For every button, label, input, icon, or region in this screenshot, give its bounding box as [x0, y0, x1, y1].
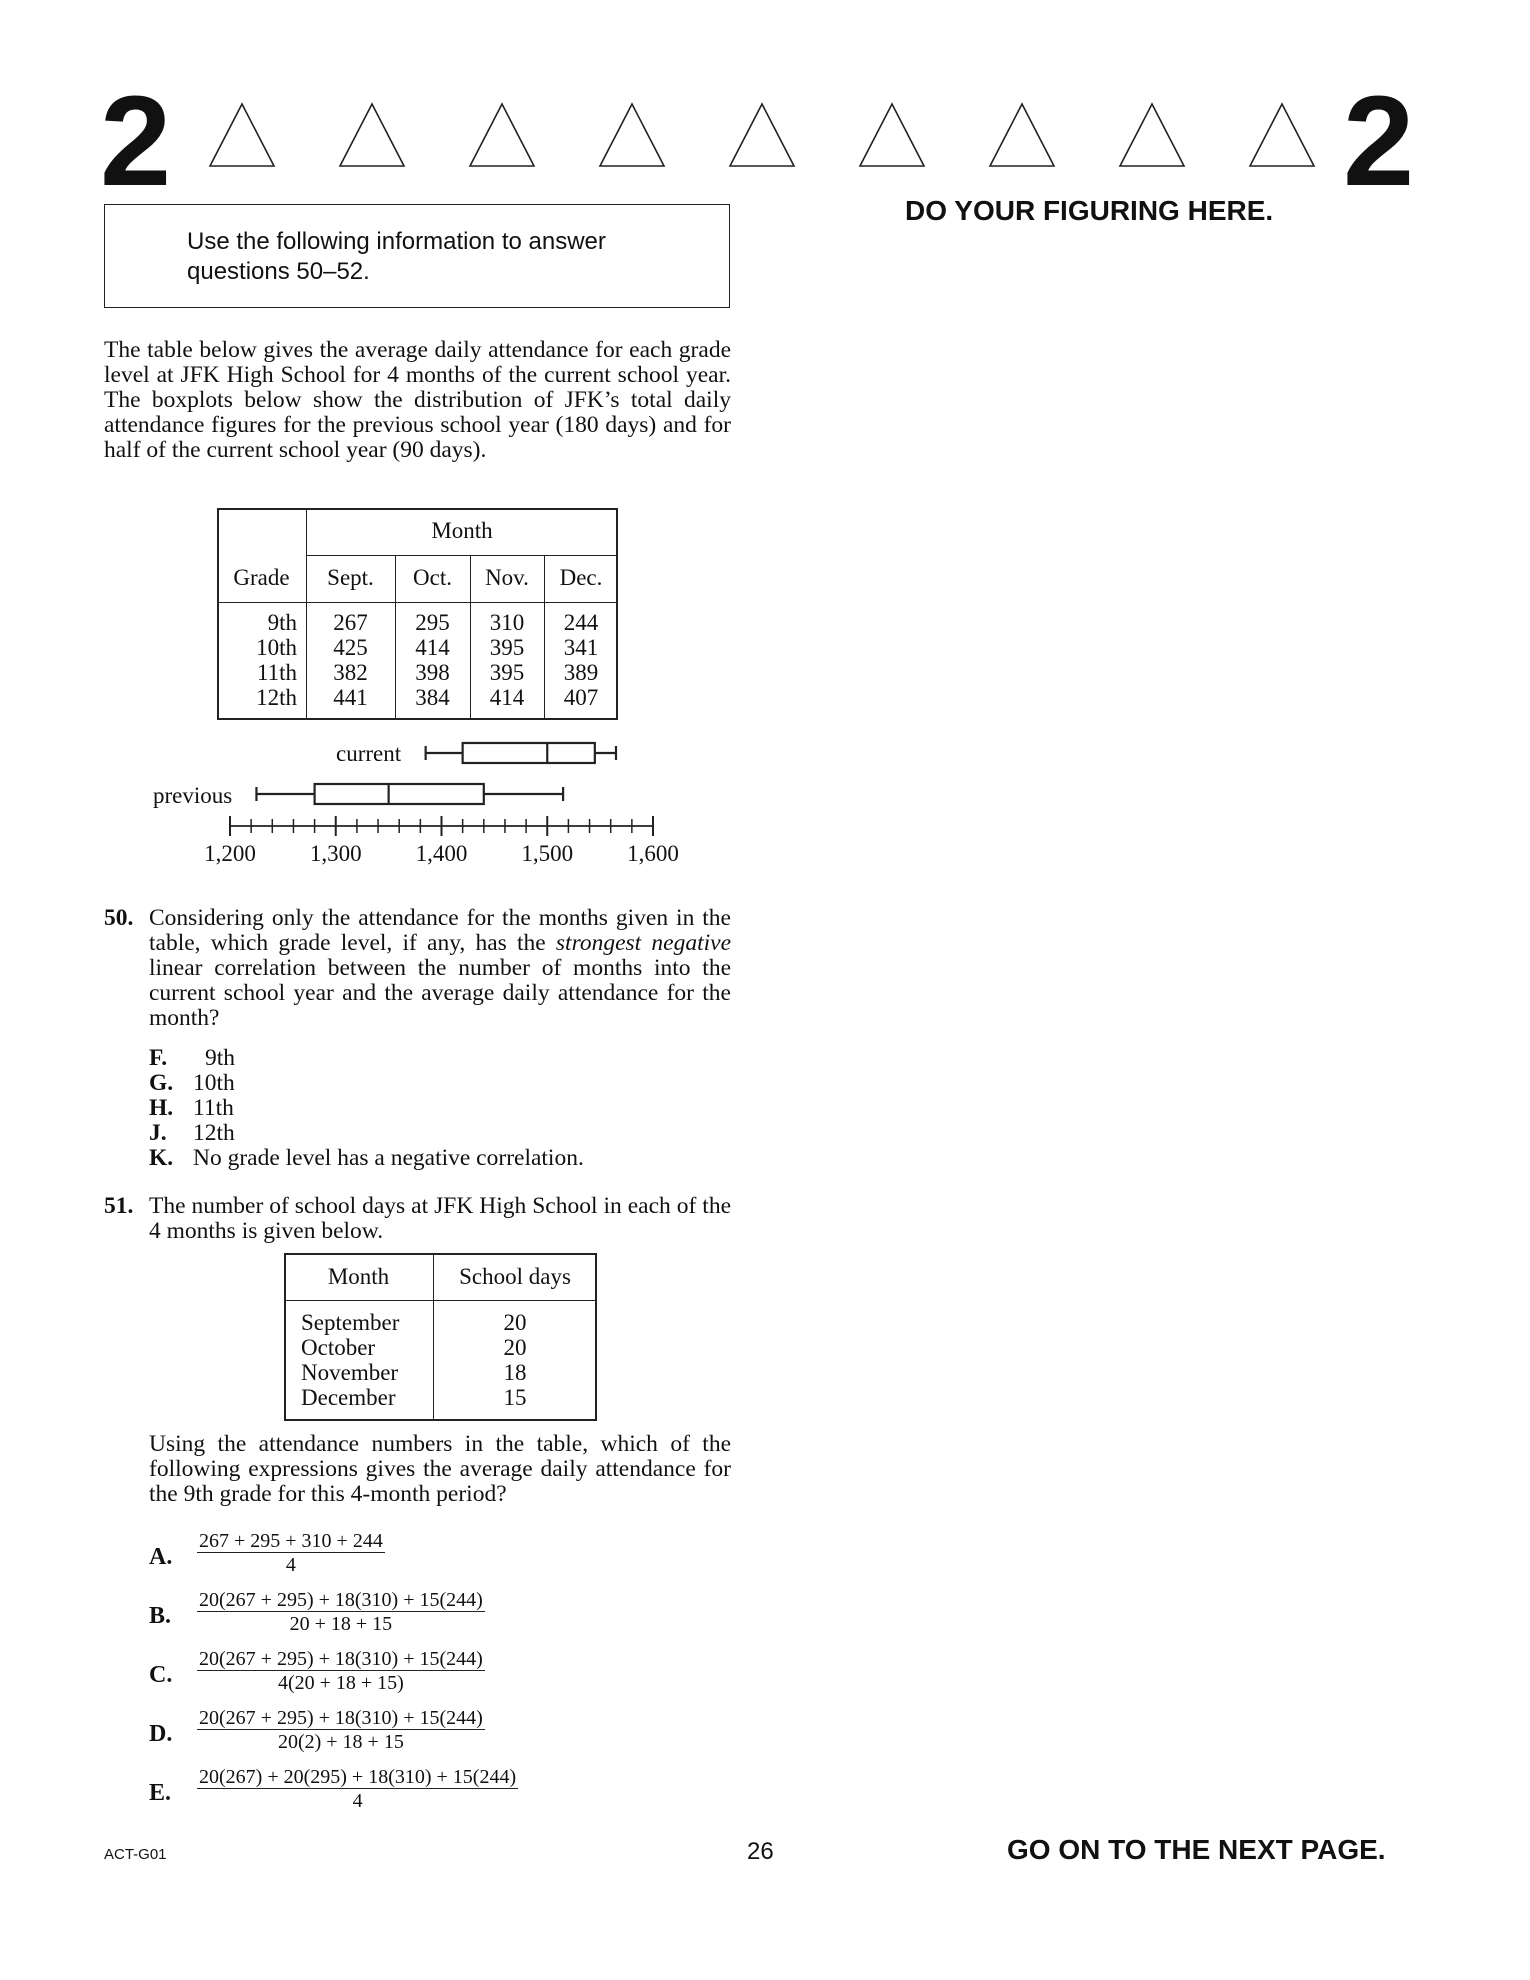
fraction-denominator: 4: [285, 1554, 296, 1576]
option-letter: G.: [149, 1070, 174, 1096]
fraction-numerator: 20(267 + 295) + 18(310) + 15(244): [199, 1589, 483, 1611]
axis-tick-label: 1,600: [627, 841, 679, 866]
fraction-numerator: 20(267) + 20(295) + 18(310) + 15(244): [199, 1766, 517, 1788]
intro-paragraph: The table below gives the average daily attendance for each grade level at JFK High School for 4 months of the current school year. The boxplots below show the distribution of JFK’s total daily attendance figures for the previous school year (180 days) and for half of the current school year (90 days).: [104, 337, 731, 463]
section-number-left: 2: [100, 70, 172, 213]
option-fraction: [197, 1766, 518, 1813]
grade-column: [217, 610, 297, 710]
axis-tick-label: 1,200: [204, 841, 256, 866]
answer-option-e[interactable]: [149, 1766, 709, 1822]
option-letter: B.: [149, 1603, 172, 1629]
attendance-table: [217, 508, 618, 720]
option-text: 11th: [193, 1095, 234, 1121]
grade-label: 9th: [267, 610, 297, 635]
triangle-icon: [860, 104, 924, 166]
question-51: [104, 1193, 731, 1244]
answer-option-b[interactable]: [149, 1589, 709, 1645]
option-letter: D.: [149, 1721, 173, 1747]
answer-option-d[interactable]: [149, 1707, 709, 1763]
axis-tick-label: 1,400: [415, 841, 468, 866]
table-cell: 407: [563, 685, 599, 710]
question-text: The number of school days at JFK High School in each of the 4 months is given below.: [149, 1193, 731, 1244]
days-table-header: School days: [459, 1264, 571, 1289]
triangle-icon: [470, 104, 534, 166]
option-fraction: [197, 1648, 485, 1695]
month-name: December: [301, 1385, 396, 1410]
month-header: Oct.: [413, 565, 452, 590]
option-letter: J.: [149, 1120, 167, 1146]
option-text: 12th: [193, 1120, 235, 1146]
table-cell: 267: [333, 610, 368, 635]
triangle-icon: [340, 104, 404, 166]
table-cell: 414: [489, 685, 525, 710]
info-box-text: Use the following information to answer questions 50–52.: [187, 228, 606, 285]
option-text: 10th: [193, 1070, 235, 1096]
table-cell: 384: [415, 685, 450, 710]
table-cell: 341: [563, 635, 599, 660]
triangle-icon: [600, 104, 664, 166]
grade-label: 10th: [256, 635, 297, 660]
boxplot-box: [463, 743, 595, 763]
fraction-numerator: 20(267 + 295) + 18(310) + 15(244): [199, 1707, 483, 1729]
question-number: 50.: [104, 905, 134, 931]
fraction-numerator: 20(267 + 295) + 18(310) + 15(244): [199, 1648, 483, 1670]
answer-option-a[interactable]: [149, 1530, 709, 1586]
go-on-next-page: GO ON TO THE NEXT PAGE.: [1007, 1834, 1386, 1865]
table-group-header: Month: [431, 518, 493, 543]
boxplot-box: [315, 784, 484, 804]
triangle-icon: [730, 104, 794, 166]
triangle-icon: [990, 104, 1054, 166]
table-cell: 395: [489, 635, 525, 660]
option-fraction: [197, 1530, 385, 1577]
fraction-numerator: 267 + 295 + 310 + 244: [199, 1530, 383, 1552]
month-name: November: [301, 1360, 399, 1385]
table-cell: 398: [415, 660, 450, 685]
option-letter: E.: [149, 1780, 172, 1806]
fraction-denominator: 20(2) + 18 + 15: [277, 1731, 404, 1753]
figuring-label: DO YOUR FIGURING HERE.: [905, 195, 1274, 226]
axis-tick-label: 1,500: [521, 841, 574, 866]
nov-column: [470, 610, 544, 710]
day-count: 18: [503, 1360, 527, 1385]
sept-column: [306, 610, 395, 710]
triangle-icon: [1120, 104, 1184, 166]
question-number: 51.: [104, 1193, 134, 1219]
month-header: Nov.: [485, 565, 529, 590]
grade-label: 11th: [256, 660, 297, 685]
question-text: [149, 906, 731, 1031]
table-cell: 244: [563, 610, 599, 635]
boxplot-label-current: current: [336, 741, 402, 766]
month-header: Sept.: [327, 565, 374, 590]
option-fraction: [197, 1707, 485, 1754]
answer-option-k[interactable]: [149, 1146, 584, 1171]
month-name: October: [301, 1335, 376, 1360]
boxplot-chart: [140, 738, 700, 878]
question-text-part: Considering only the attendance for the months given in the table, which grade level, if any, has the: [149, 905, 731, 956]
answer-option-g[interactable]: [149, 1071, 235, 1096]
answer-option-j[interactable]: [149, 1121, 235, 1146]
fraction-denominator: 4: [352, 1790, 363, 1812]
option-letter: C.: [149, 1662, 173, 1688]
month-name: September: [301, 1310, 400, 1335]
fraction-denominator: 4(20 + 18 + 15): [277, 1672, 404, 1694]
boxplot-figure: [140, 738, 700, 878]
days-month-column: [301, 1310, 431, 1410]
day-count: 15: [503, 1385, 527, 1410]
table-cell: 425: [333, 635, 368, 660]
table-cell: 414: [415, 635, 450, 660]
dec-column: [544, 610, 618, 710]
section-number-right: 2: [1343, 70, 1415, 213]
month-header: Dec.: [559, 565, 603, 590]
option-letter: A.: [149, 1544, 173, 1570]
option-letter: H.: [149, 1095, 174, 1121]
day-count: 20: [503, 1335, 527, 1360]
triangle-icon: [1250, 104, 1314, 166]
fraction-denominator: 20 + 18 + 15: [289, 1613, 393, 1635]
option-letter: K.: [149, 1145, 174, 1171]
day-count: 20: [503, 1310, 527, 1335]
answer-option-f[interactable]: [149, 1046, 235, 1071]
days-count-column: [433, 1310, 597, 1410]
table-row-header: Grade: [233, 565, 290, 590]
answer-option-h[interactable]: [149, 1096, 234, 1121]
question-text-part: linear correlation between the number of months into the current school year and the average daily attendance for the month?: [149, 955, 731, 1031]
option-text: 9th: [205, 1045, 236, 1071]
days-table-header: Month: [327, 1264, 390, 1289]
school-days-table: [284, 1253, 597, 1421]
table-cell: 395: [489, 660, 525, 685]
table-cell: 382: [333, 660, 368, 685]
question-51-subtext: Using the attendance numbers in the table, which of the following expressions gives the average daily attendance for the 9th grade for this 4-month period?: [149, 1431, 731, 1507]
boxplot-label-previous: previous: [153, 783, 233, 808]
option-fraction: [197, 1589, 485, 1636]
grade-label: 12th: [256, 685, 297, 710]
oct-column: [395, 610, 470, 710]
table-cell: 389: [563, 660, 599, 685]
info-box: [104, 204, 730, 308]
axis-tick-label: 1,300: [309, 841, 362, 866]
question-50: [104, 905, 731, 1171]
triangle-icon: [210, 104, 274, 166]
answer-option-c[interactable]: [149, 1648, 709, 1704]
triangle-row: [200, 98, 1330, 178]
option-letter: F.: [149, 1045, 168, 1071]
table-cell: 441: [333, 685, 368, 710]
table-cell: 295: [415, 610, 450, 635]
form-code: ACT-G01: [104, 1846, 167, 1863]
table-cell: 310: [489, 610, 525, 635]
option-text: No grade level has a negative correlation.: [193, 1145, 584, 1171]
page-number: 26: [747, 1838, 774, 1865]
question-emphasis: strongest negative: [555, 930, 731, 956]
